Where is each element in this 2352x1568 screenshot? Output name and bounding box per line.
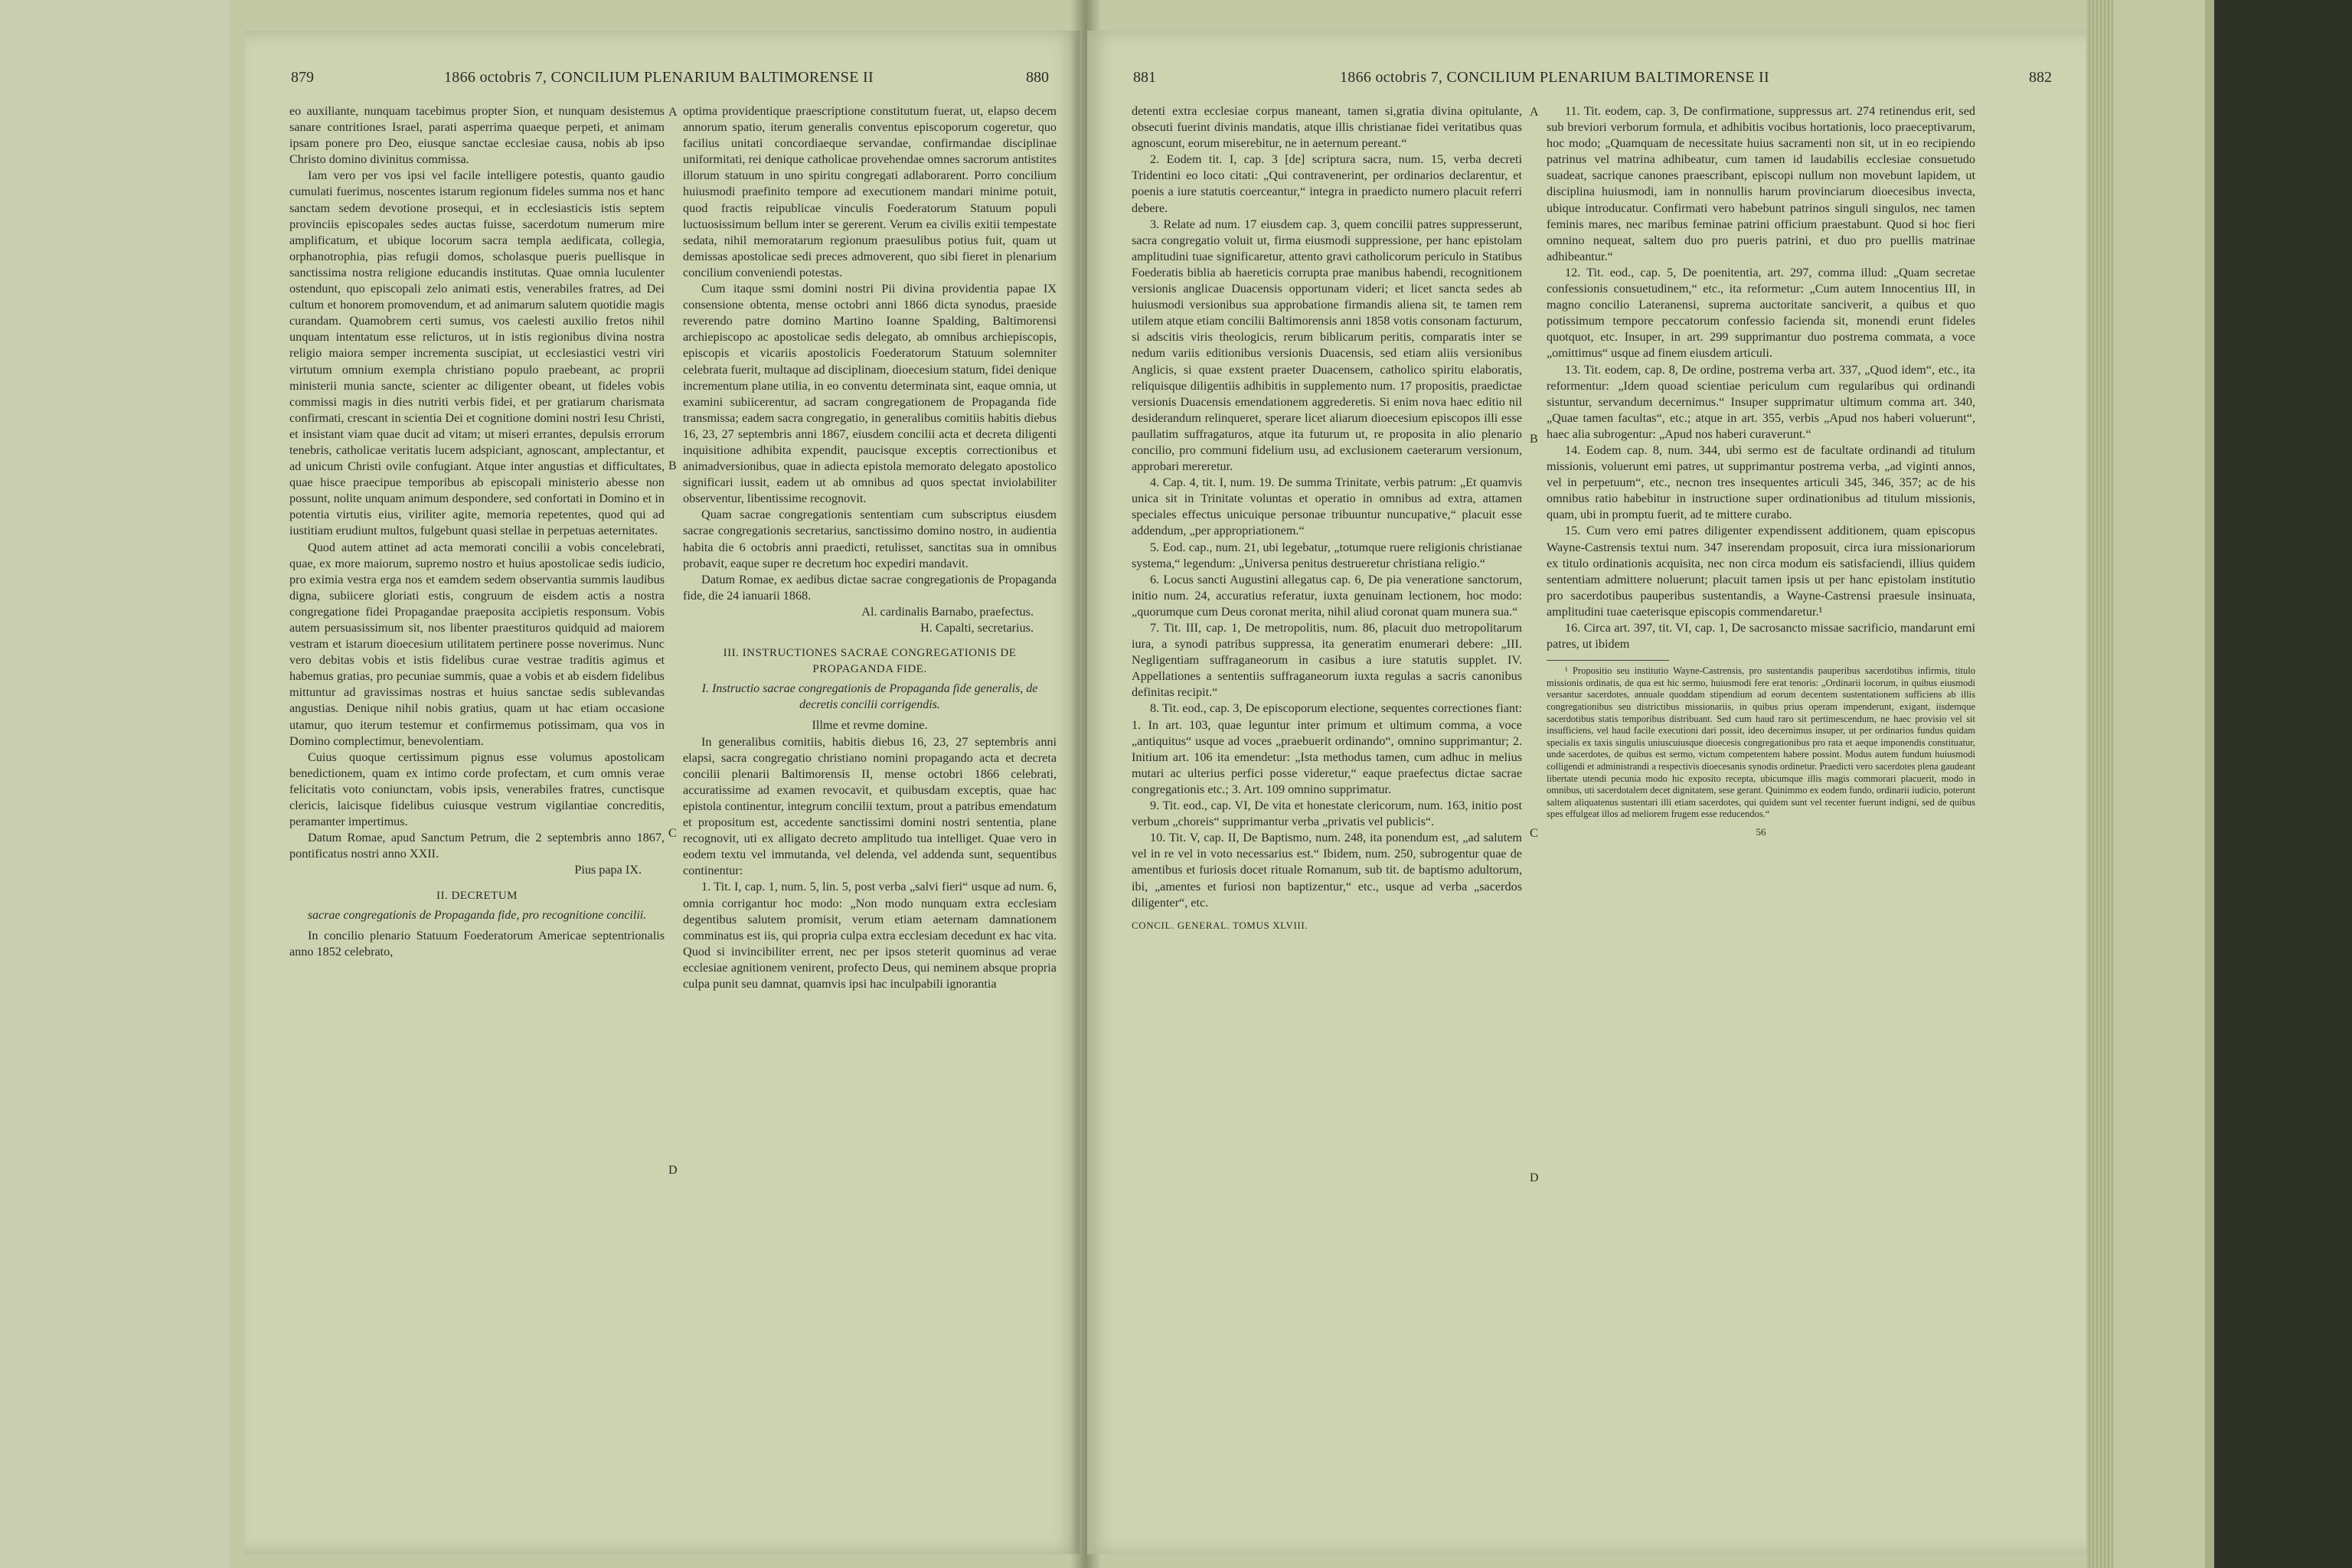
- paragraph: Datum Romae, ex aedibus dictae sacrae congregationis de Propaganda fide, die 24 ianuarii 1868.: [683, 572, 1057, 603]
- paragraph: 9. Tit. eod., cap. VI, De vita et honestate clericorum, num. 163, initio post verbum „choreis“ supprimantur verba „privatis vel publicis“.: [1132, 799, 1522, 829]
- book-spread: [230, 0, 2205, 1568]
- paragraph: 11. Tit. eodem, cap. 3, De confirmatione, suppressus art. 274 retinendus erit, sed sub breviori verborum formula, et adhibitis vocibus hortationis, loco praeceptivarum, hoc modo; „Quamquam de necessitate huius sacramenti non sit, ut in eo recipiendo patrinus vel matrina adhibeatur, cum tamen id laudabilis ecclesiae consuetudo suadeat, sacrique canones praescribant, episcopi nullum non movebunt lapidem, ut disciplina huiusmodi, iam in nonnullis harum provinciarum dioecesibus invecta, ubique introducatur. Confirmati vero habebunt patrinos singuli singulos, nec tamen feminis mares, nec maribus feminae patrini officium praestabunt. Quod si hoc fieri omnino nequeat, saltem duo pro pueris patrini, et duo pro puellis matrinae adhibeantur.“: [1547, 104, 1975, 263]
- paragraph: 16. Circa art. 397, tit. VI, cap. 1, De sacrosancto missae sacrificio, mandarunt emi patres, ut ibidem: [1547, 621, 1975, 652]
- margin-marker-b: B: [1530, 433, 1538, 446]
- paragraph: Datum Romae, apud Sanctum Petrum, die 2 septembris anno 1867, pontificatus nostri anno XXII.: [289, 831, 665, 861]
- section-heading: III. INSTRUCTIONES SACRAE CONGREGATIONIS DE PROPAGANDA FIDE.: [723, 647, 1017, 676]
- paragraph: 2. Eodem tit. I, cap. 3 [de] scriptura sacra, num. 15, verba decreti Tridentini eo loco citati: „Qui contravenerint, per ordinarios declarentur, et poenis a iure statutis coerceantur,“ integra in praedicto numero placuit referri debere.: [1132, 152, 1522, 215]
- page-number-880: 880: [1026, 69, 1049, 86]
- paragraph: 14. Eodem cap. 8, num. 344, ubi sermo est de facultate ordinandi ad titulum missionis, voluerunt emi patres, ut supprimantur postrema verba, „ad viginti annos, vel in perpetuum“, etc., necnon tres insequentes articuli 345, 346, 357; ac de his omnibus ratio habebitur in instructione super ordinationibus ad titulum missionis, quam, ubi in promptu fuerit, ad te mittere curabo.: [1547, 443, 1975, 522]
- section-subheading: I. Instructio sacrae congregationis de Propaganda fide generalis, de decretis concilii corrigendis.: [701, 682, 1038, 712]
- left-page-column-1: [289, 103, 665, 1535]
- volume-footer: CONCIL. GENERAL. TOMUS XLVIII.: [1132, 919, 1308, 931]
- left-page-column-2: [683, 103, 1057, 1535]
- book-cover-edge: [2205, 0, 2214, 1568]
- paragraph: 3. Relate ad num. 17 eiusdem cap. 3, quem concilii patres suppresserunt, sacra congregatio voluit ut, firma eiusmodi suppressione, per hanc epistolam amplitudini tuae significaretur, attento gravi catholicorum periculo in Statibus Foederatis biblia ab haereticis corrupta prae manibus habendi, recognitionem versionis anglicae Duacensis opportunam videri; et licet sancta sedes ab huiusmodi versionibus sua approbatione firmandis aliena sit, te tamen rem utilem atque etiam concilii Baltimorensis anni 1858 votis consonam facturum, si adscitis viris theologicis, rerum biblicarum peritis, comparatis inter se nedum variis editionibus versionis Duacensis, sed etiam aliis versionibus Anglicis, si quae exstent praeter Duacensem, catholico spiritu elaboratis, reliquisque diligentiis adhibitis in supplemento num. 17 propositis, praedictae versionis Duacensis emendationem aggrederetis. Si enim nova haec editio nil desiderandum relinqueret, sperare licet aliarum dioecesium episcopos illi esse paullatim suffragaturos, atque ita futurum ut, re proposita in alio plenario concilio, pro communi fidelium usu, ad exclusionem caeterarum versionum, approbari mereretur.: [1132, 217, 1522, 474]
- signature: Pius papa IX.: [574, 863, 642, 877]
- running-header-right: 1866 octobris 7, CONCILIUM PLENARIUM BALTIMORENSE II: [1340, 69, 1769, 86]
- margin-marker-a: A: [668, 106, 678, 119]
- margin-marker-d: D: [1530, 1171, 1539, 1184]
- paragraph: detenti extra ecclesiae corpus maneant, tamen si,gratia divina opitulante, obsecuti fuerint divinis mandatis, atque illis christianae fidei veritatibus quas agnoscunt, eorum miserebitur, ne in aeternum pereant.“: [1132, 104, 1522, 151]
- page-number-879: 879: [291, 69, 314, 86]
- paragraph: 10. Tit. V, cap. II, De Baptismo, num. 248, ita ponendum est, „ad salutem vel in re vel in voto necessarius est.“ Ibidem, num. 250, subrogentur quae de amentibus et furiosis docet rituale Romanum, sub tit. de baptismo adultorum, ibi, „amentes et furiosi non baptizentur,“ etc., usque ad verba „sacerdos diligenter“, etc.: [1132, 831, 1522, 910]
- paragraph: 13. Tit. eodem, cap. 8, De ordine, postrema verba art. 337, „Quod idem“, etc., ita reformentur: „Idem quoad scientiae periculum cum regularibus qui ordinandi sistuntur, servandum decernimus.“ Insuper supprimatur ultimum comma art. 340, „Quae tamen facultas“, etc.; atque in art. 355, verbis „Apud nos haberi voluerunt“, haec alia subrogentur: „Apud nos haberi curaverunt.“: [1547, 362, 1975, 441]
- paragraph: 5. Eod. cap., num. 21, ubi legebatur, „totumque ruere religionis christianae systema,“ legendum: „Universa penitus destrueretur christiana religio.“: [1132, 540, 1522, 570]
- paragraph: 15. Cum vero emi patres diligenter expendissent additionem, quam episcopus Wayne-Castrensis textui num. 347 inserendam proposuit, circa iura missionariorum ex titulo ordinationis acquisita, nec non circa modum eis satisfaciendi, illius quidem sententiam admittere noluerunt; placuit tamen ipsis ut per hanc epistolam institutio pro sacerdotibus pauperibus sustentandis, a Wayne-Castrensi praesule insinuata, amplitudini tuae caeterisque episcopis commendaretur.¹: [1547, 524, 1975, 619]
- running-header-left: 1866 octobris 7, CONCILIUM PLENARIUM BALTIMORENSE II: [444, 69, 874, 86]
- paragraph: optima providentique praescriptione constitutum fuerat, ut, elapso decem annorum spatio, iterum generalis conventus episcoporum cogeretur, quo facilius unitati concordiaeque servandae, confirmandae disciplinae uniformitati, rei denique catholicae provehendae omnes sacrorum antistites illorum statuum in uno spiritu congregati adlaborarent. Porro concilium huiusmodi praefinito tempore ad executionem mandari minime potuit, quod fractis reipublicae vinculis Foederatorum Statuum populi luctuosissimum bellum inter se gererent. Verum ea civilis exitii tempestate sedata, nihil memoratarum regionum praesulibus potius fuit, quam ut demissas apostolicae sedi preces admoverent, quo sibi fieret in plenarium concilium conveniendi potestas.: [683, 104, 1057, 279]
- signature-secretary: H. Capalti, secretarius.: [920, 621, 1034, 635]
- page-edges: [2086, 0, 2113, 1568]
- dark-background: [2214, 0, 2352, 1568]
- left-page: [245, 31, 1080, 1554]
- paragraph: 6. Locus sancti Augustini allegatus cap. 6, De pia veneratione sanctorum, initio num. 24, accuratius referatur, iuxta genuinam lectionem, hoc modo: „quorumque cum Deus coronat merita, nihil aliud coronat quam munera sua.“: [1132, 572, 1522, 619]
- section-subheading: sacrae congregationis de Propaganda fide, pro recognitione concilii.: [307, 908, 647, 922]
- paragraph: Quam sacrae congregationis sententiam cum subscriptus eiusdem sacrae congregationis secretarius, sanctissimo domino nostro, in audientia habita die 6 octobris anni praedicti, retulisset, sanctitas sua in omnibus probavit, eaque super re decretum hoc expediri mandavit.: [683, 508, 1057, 570]
- margin-marker-a: A: [1530, 106, 1539, 119]
- sheet-number: 56: [1756, 825, 1766, 838]
- paragraph: In concilio plenario Statuum Foederatorum Americae septentrionalis anno 1852 celebrato,: [289, 928, 665, 959]
- page-number-881: 881: [1133, 69, 1156, 86]
- footnote-rule: [1547, 660, 1669, 661]
- paragraph: In generalibus comitiis, habitis diebus 16, 23, 27 septembris anni elapsi, sacra congregatio christiano nomini propagando acta et decreta concilii plenarii Baltimorensis II, mense octobri 1866 celebrati, accuratissime ad examen revocavit, et quibusdam exceptis, quae hac epistola continentur, integrum concilii textum, prout a patribus emendatum et propositum est, accedente sanctissimi domini nostri sententia, plane recognovit, uti ex alligato decreto amplitudo tua intelliget. Quae vero in eodem textu vel immutanda, vel delenda, vel addenda sunt, sequentibus continentur:: [683, 734, 1057, 878]
- footnote: ¹ Propositio seu institutio Wayne-Castrensis, pro sustentandis pauperibus sacerdotibus infirmis, titulo missionis ordinatis, de qua est hic sermo, huiusmodi fere erat tenoris: „Ordinarii locorum, in quibus eiusmodi versantur sacerdotes, annuale quoddam stipendium ad eorum decentem sustentationem sufficiens ab illis congregationibus seu districtibus missionariis, in quibus prius operam impenderunt, exigant, iisdemque sacerdotibus statis temporibus distribuant. Sed cum haud raro sit pertimescendum, ne haec provisio vel sit insufficiens, vel haud facile executioni dari possit, ideo decernimus insuper, ut per ordinarios fundus quidam specialis ex taxis singulis uniuscuiusque dioecesis congregationibus pro rata et aeque imponendis constituatur, unde sacerdotes, de quibus est sermo, victum competentem habere possint. Modus autem fundum huiusmodi colligendi et administrandi a respectivis dioecesanis synodis ordinetur. Praedicti vero sacerdotes plena gaudeant libertate utendi pecunia modo hic exposito recepta, ubicumque illis magis commorari placuerit, modo in omnibus, uti sacerdotalem decet dignitatem, sese gerant. Quinimmo ex eodem fundo, ordinarii iudicio, poterunt saltem aliquatenus sustentari illi etiam sacerdotes, qui quidem sunt vel recenter fuerunt indigni, sed de quibus spes effulgeat illos ad meliorem frugem esse reducendos.“: [1547, 665, 1975, 820]
- right-page-column-2: [1547, 103, 1975, 1535]
- paragraph: 7. Tit. III, cap. 1, De metropolitis, num. 86, placuit duo metropolitarum iura, a synodi patribus suppressa, ita generatim enumerari debere: „III. Negligentiam suffraganeorum in casibus a iure statutis supplet. IV. Appellationes a sententiis suffraganeorum iuxta regulas a sacris canonibus definitas recipit.“: [1132, 621, 1522, 700]
- right-page-column-1: [1132, 103, 1522, 1535]
- paragraph: Iam vero per vos ipsi vel facile intelligere potestis, quanto gaudio cumulati fuerimus, noscentes istarum regionum fideles summa nos et hanc sanctam sedem devotione prosequi, et in ecclesiasticis istis septem provinciis episcopales sedes auctas fuisse, sacerdotum numerum mire amplificatum, et ubique locorum sacra templa aedificata, collegia, orphanotrophia, pias refugii domos, scholasque pueris puellisque in sanctissima nostra religione educandis institutas. Quae omnia luculenter ostendunt, quo episcopali zelo animati estis, venerabiles fratres, ad Dei cultum et honorem promovendum, et ad animarum salutem quotidie magis curandam. Quamobrem certi sumus, vos caelesti auxilio fretos nihil unquam intentatum esse relicturos, ut in istis regionibus divina nostra religio maiora semper incrementa suscipiat, ut ecclesiastici vestri viri virtutum omnium exempla christiano populo praebeant, ac proprii ministerii munia sancte, scienter ac diligenter obeant, ut fideles vobis commissi magis in dies nutriti verbis fidei, et per gratiarum charismata confirmati, crescant in scientia Dei et cognitione domini nostri Iesu Christi, et insistant viam quae ducit ad vitam; ut miseri errantes, depulsis errorum tenebris, catholicae veritatis lucem adspiciant, agnoscant, amplectantur, et ad unicum Christi ovile confugiant. Atque inter angustias et difficultates, quae hisce praecipue temporibus ab episcopali ministerio abesse non possunt, nolite unquam animum despondere, sed confortati in Domino et in potentia virtutis eius, viriliter agite, memoria repetentes, quod qui ad iustitiam erudiunt multos, fulgebunt quasi stellae in perpetuas aeternitates.: [289, 168, 665, 538]
- paragraph: Quod autem attinet ad acta memorati concilii a vobis concelebrati, quae, ex more maiorum, supremo nostro et huius apostolicae sedis iudicio, pro eximia vestra erga nos et eamdem sedem observantia summis laudibus digna, subiicere gloriati estis, congruum de eisdem actis a nostra congregatione fidei Propagandae praeposita accipietis responsum. Vobis autem persuasissimum sit, nos libenter praestituros quidquid ad maiorem vestram et istarum dioecesium utilitatem pertinere posse noverimus. Nunc vero debitas vobis et istis fidelibus curae vestrae traditis agimus et habemus gratias, pro pecuniae summis, quae a vobis et ab eisdem fidelibus mittuntur ad gravissimas nostras et huius sanctae sedis sublevandas angustias. Denique nihil nobis gratius, quam ut hac etiam occasione utamur, quo iterum testemur et confirmemus potissimam, qua vos in Domino complectimur, benevolentiam.: [289, 540, 665, 748]
- paragraph: 4. Cap. 4, tit. I, num. 19. De summa Trinitate, verbis patrum: „Et quamvis unica sit in Trinitate voluntas et operatio in omnibus ad extra, attamen speciales effectus unicuique personae tribuuntur nuncupative,“ placuit esse addendum, „per appropriationem.“: [1132, 475, 1522, 538]
- section-heading: II. DECRETUM: [436, 889, 518, 902]
- margin-marker-b: B: [668, 459, 677, 472]
- page-number-882: 882: [2029, 69, 2052, 86]
- right-page: [1087, 31, 2090, 1554]
- signature-cardinal: Al. cardinalis Barnabo, praefectus.: [861, 604, 1034, 619]
- paragraph: 8. Tit. eod., cap. 3, De episcoporum electione, sequentes correctiones fiant: 1. In art. 103, quae leguntur inter primum et ultimum comma, a voce „antiquitus“ usque ad voces „praebuerit ordinando“, omnino supprimantur; 2. Initium art. 106 ita emendetur: „Ista methodus tamen, cum adhuc in melius mutari ac ulterius perfici posse videretur,“ eaque praefectus dictae sacrae congregationis etc.; 3. Art. 109 omnino supprimatur.: [1132, 701, 1522, 796]
- salutation: Illme et revme domine.: [812, 718, 928, 733]
- paragraph: Cuius quoque certissimum pignus esse volumus apostolicam benedictionem, quam ex intimo corde profectam, et cum omnis verae felicitatis voto coniunctam, vobis ipsis, venerabiles fratres, cunctisque clericis, laicisque fidelibus cuiusque vestrum vigilantiae concreditis, peramanter impertimus.: [289, 750, 665, 829]
- margin-marker-c: C: [1530, 827, 1538, 840]
- paragraph: 1. Tit. I, cap. 1, num. 5, lin. 5, post verba „salvi fieri“ usque ad num. 6, omnia corrigantur hoc modo: „Non modo nunquam extra ecclesiam degentibus salutem promisit, verum etiam aeternam damnationem comminatus est iis, qui propria culpa extra ecclesiam decedunt ex hac vita. Quod si invincibiliter errent, nec per ipsos steterit quominus ad verae ecclesiae agnitionem venirent, profecto Deus, qui neminem absque propria culpa punit seu damnat, quamvis ipsi hac inculpabili ignorantia: [683, 880, 1057, 991]
- margin-marker-c: C: [668, 827, 677, 840]
- paragraph: Cum itaque ssmi domini nostri Pii divina providentia papae IX consensione obtenta, mense octobri anni 1866 dicta synodus, praeside reverendo patre domino Martino Ioanne Spalding, Baltimorensi archiepiscopo ac apostolicae sedis delegato, ab omnibus archiepiscopis, episcopis et vicariis apostolicis Foederatorum Statuum solemniter celebrata fuerit, multaque ad disciplinam, dioecesium statum, fidei denique incrementum plane utilia, in eo conventu determinata sint, eaque omnia, ut examini subiicerentur, ad sacram congregationem de Propaganda fide transmissa; eadem sacra congregatio, in generalibus comitiis habitis diebus 16, 23, 27 septembris anni 1867, eiusdem concilii acta et decreta diligenti inquisitione adhibita expendit, paucisque exceptis correctionibus et animadversionibus, quae in adiecta epistola memorato delegato apostolico significari iussit, eadem ut ab omnibus ad quos spectat inviolabiliter observentur, libentissime recognovit.: [683, 282, 1057, 506]
- paragraph: 12. Tit. eod., cap. 5, De poenitentia, art. 297, comma illud: „Quam secretae confessionis consuetudinem,“ etc., ita reformetur: „Cum autem Innocentius III, in magno concilio Lateranensi, suprema auctoritate sanciverit, a quibus et quo potissimum tempore peccatorum confessio facienda sit, monendi erunt fideles quotquot, etc. Insuper, in art. 299 supprimantur duo postrema commata, a voce „omittimus“ usque ad finem eiusdem articuli.: [1547, 265, 1975, 361]
- margin-marker-d: D: [668, 1164, 678, 1177]
- paragraph: eo auxiliante, nunquam tacebimus propter Sion, et nunquam desistemus sanare contritiones Israel, parati asperrima quaeque perpeti, et animam ipsam ponere pro Deo, eiusque sanctae ecclesiae causa, nobis ab ipso Christo domino divinitus commissa.: [289, 104, 665, 167]
